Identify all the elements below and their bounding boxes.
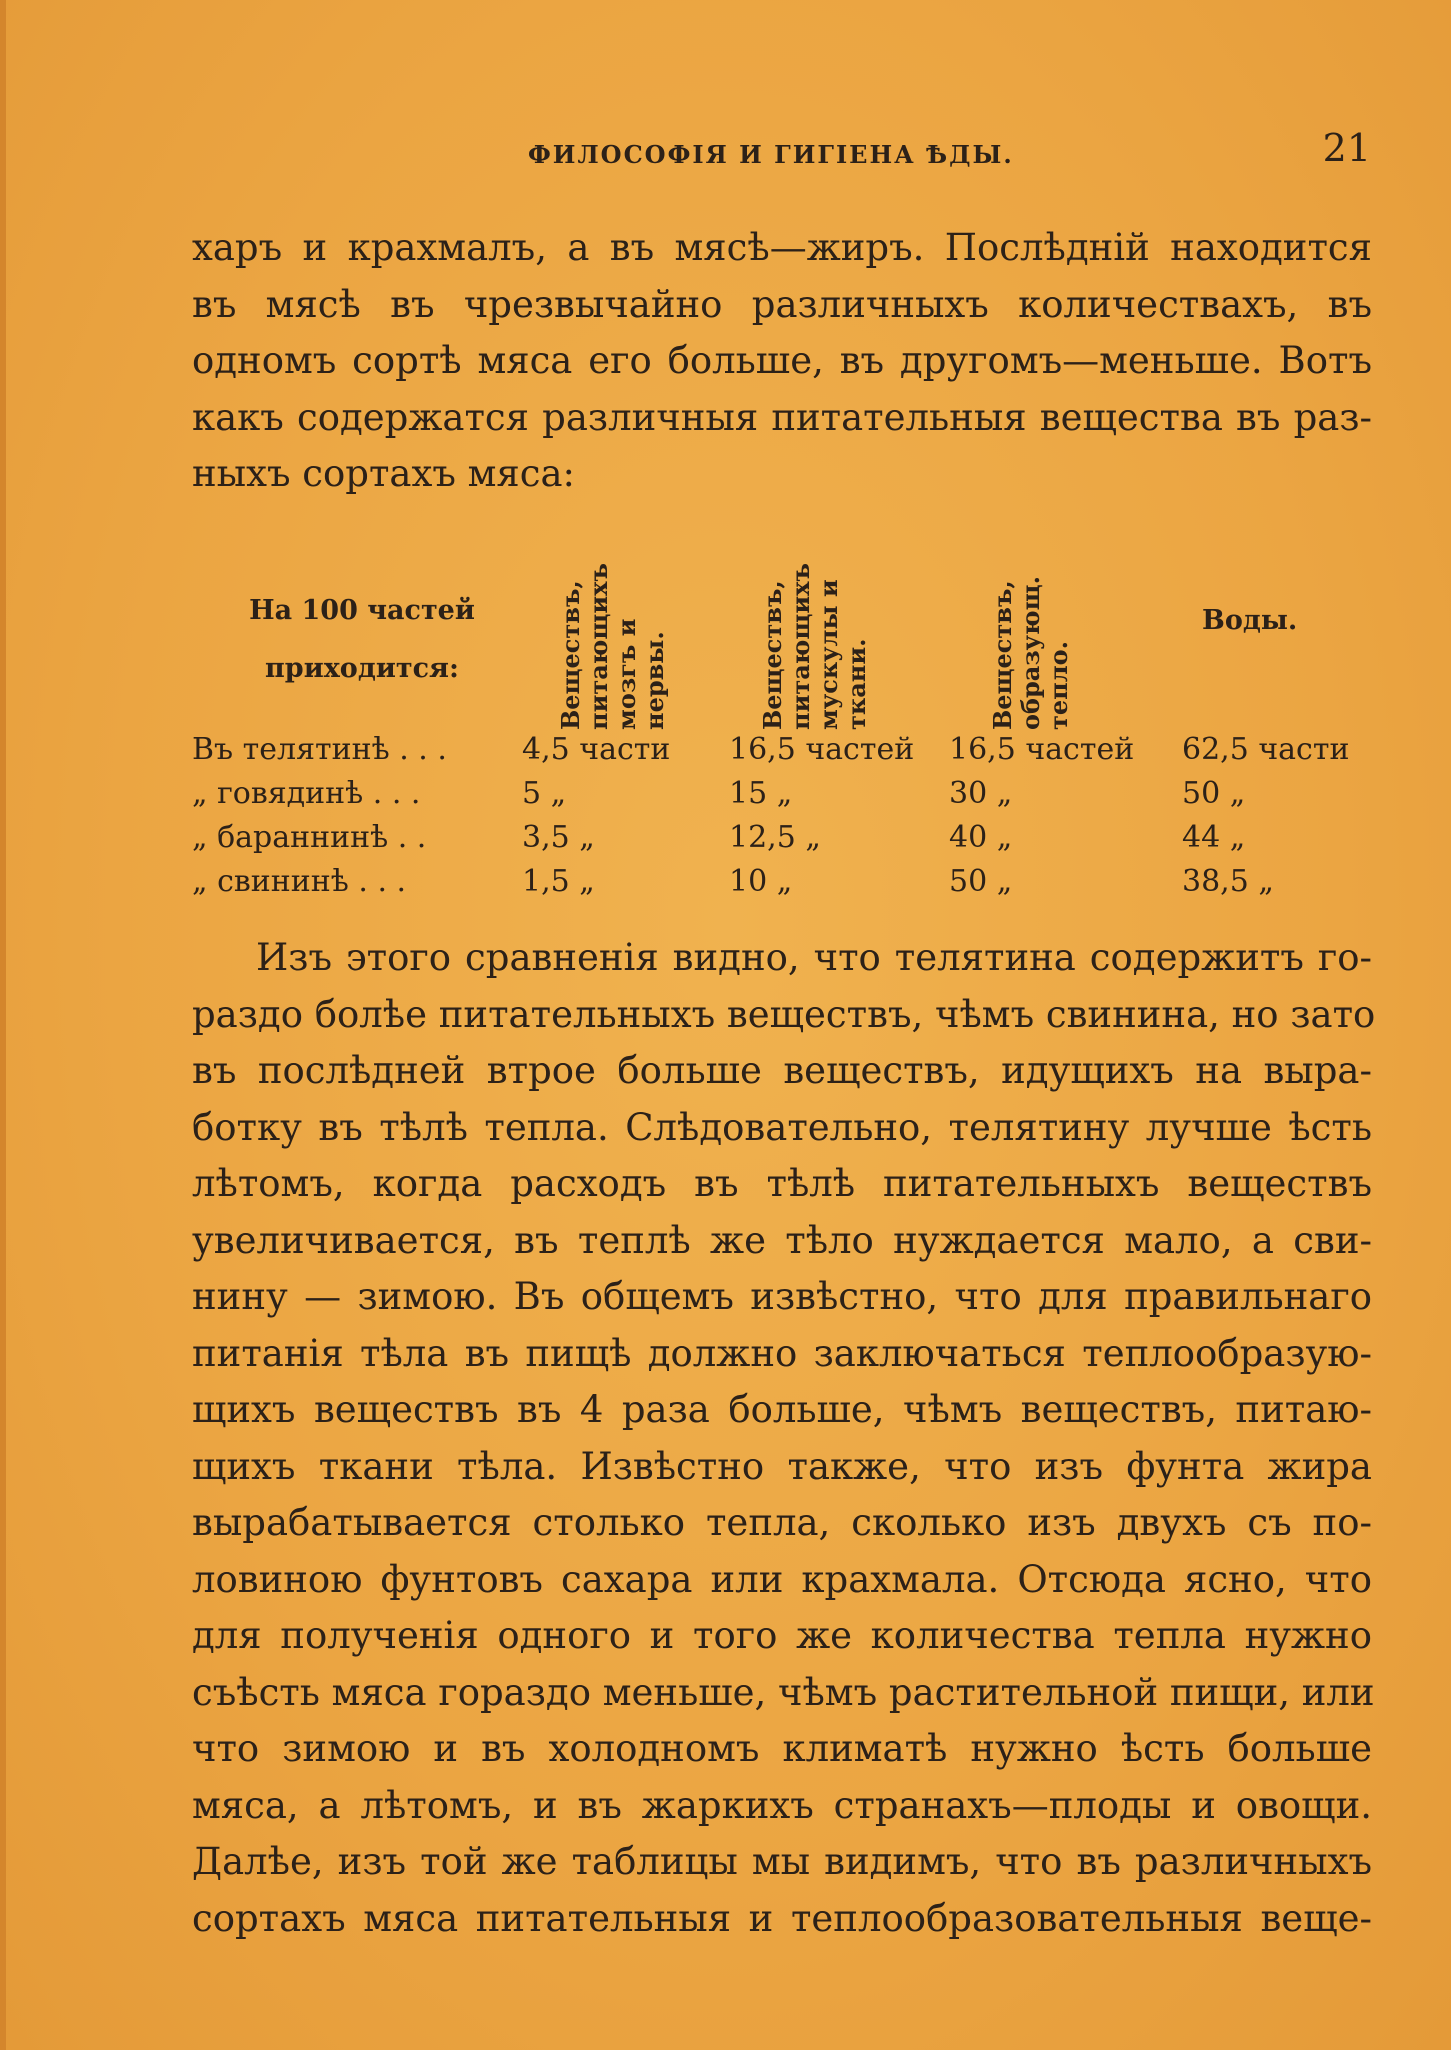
cell-water: 50 „: [1182, 776, 1246, 811]
table-stub-head: [232, 582, 492, 698]
column-head-muscles: Веществъ, питающихъ мускулы и ткани.: [758, 563, 871, 730]
cell-nerves: 3,5 „: [522, 820, 595, 855]
row-label: „ говядинѣ . . .: [192, 776, 421, 811]
cell-muscles: 12,5 „: [729, 820, 821, 855]
text-line: щихъ веществъ въ 4 раза больше, чѣмъ веществъ, питаю-: [192, 1388, 1372, 1431]
cell-heat: 16,5 частей: [949, 732, 1135, 767]
table-row: [192, 732, 1372, 776]
table-row: [192, 776, 1372, 820]
text-line: щихъ ткани тѣла. Извѣстно также, что изъ фунта жира: [192, 1444, 1372, 1488]
text-line: ботку въ тѣлѣ тепла. Слѣдовательно, телятину лучше ѣсть: [192, 1105, 1372, 1149]
text-line: мяса, а лѣтомъ, и въ жаркихъ странахъ—плоды и овощи.: [192, 1783, 1372, 1827]
cell-muscles: 10 „: [729, 864, 793, 899]
text-line: ловиною фунтовъ сахара или крахмала. Отсюда ясно, что: [192, 1557, 1372, 1601]
page-header: [196, 126, 1371, 176]
text-line: увеличивается, въ теплѣ же тѣло нуждается мало, а сви-: [192, 1218, 1372, 1262]
text-line: лѣтомъ, когда расходъ въ тѣлѣ питательныхъ веществъ: [192, 1162, 1372, 1205]
text-line: что зимою и въ холодномъ климатѣ нужно ѣсть больше: [192, 1727, 1372, 1770]
table-row: [192, 820, 1372, 864]
cell-heat: 40 „: [949, 820, 1013, 855]
row-label: Въ телятинѣ . . .: [192, 732, 447, 767]
cell-nerves: 4,5 части: [522, 732, 671, 767]
column-head-nerves: Веществъ, питающихъ мозгъ и нервы.: [556, 563, 669, 730]
text-line: ныхъ сортахъ мяса:: [192, 452, 576, 495]
paragraph-comparison: [192, 930, 1376, 1947]
text-line: какъ содержатся различныя питательныя вещества въ раз-: [192, 395, 1372, 439]
paragraph-intro: [192, 220, 1372, 503]
cell-muscles: 16,5 частей: [729, 732, 915, 767]
row-label: „ свининѣ . . .: [192, 864, 407, 899]
text-line: раздо болѣе питательныхъ веществъ, чѣмъ свинина, но зато: [192, 992, 1376, 1036]
stub-head-line: На 100 частей: [249, 595, 475, 626]
text-line: нину — зимою. Въ общемъ извѣстно, что для правильнаго: [192, 1275, 1372, 1318]
nutrient-table: [192, 520, 1372, 910]
text-line: вырабатывается столько тепла, сколько изъ двухъ съ по-: [192, 1501, 1372, 1544]
stub-head-line: приходится:: [265, 653, 459, 684]
cell-water: 44 „: [1182, 820, 1246, 855]
table-row: [192, 864, 1372, 908]
text-line: сортахъ мяса питательныя и теплообразовательныя веще-: [192, 1896, 1372, 1940]
text-line: въ мясѣ въ чрезвычайно различныхъ количествахъ, въ: [192, 282, 1372, 326]
text-line: для полученія одного и того же количества тепла нужно: [192, 1614, 1372, 1657]
text-line: одномъ сортѣ мяса его больше, въ другомъ—меньше. Вотъ: [192, 339, 1372, 382]
column-head-heat: Веществъ, образующ. тепло.: [988, 576, 1073, 730]
text-line: съѣсть мяса гораздо меньше, чѣмъ растительной пищи, или: [192, 1670, 1375, 1714]
text-line: Изъ этого сравненія видно, что телятина содержитъ го-: [256, 936, 1372, 979]
cell-heat: 50 „: [949, 864, 1013, 899]
text-line: Далѣе, изъ той же таблицы мы видимъ, что въ различныхъ: [192, 1840, 1372, 1883]
row-label: „ бараннинѣ . .: [192, 820, 427, 855]
text-line: въ послѣдней втрое больше веществъ, идущихъ на выра-: [192, 1049, 1372, 1092]
cell-muscles: 15 „: [729, 776, 793, 811]
cell-water: 62,5 части: [1182, 732, 1350, 767]
text-line: харъ и крахмалъ, а въ мясѣ—жиръ. Послѣдній находится: [192, 226, 1372, 269]
cell-heat: 30 „: [949, 776, 1013, 811]
page-number: 21: [1322, 126, 1371, 170]
text-line: питанія тѣла въ пищѣ должно заключаться теплообразую-: [192, 1331, 1372, 1375]
cell-water: 38,5 „: [1182, 864, 1274, 899]
running-title: ФИЛОСОФІЯ И ГИГІЕНА ѢДЫ.: [528, 140, 1014, 169]
cell-nerves: 5 „: [522, 776, 567, 811]
cell-nerves: 1,5 „: [522, 864, 595, 899]
column-head-water: Воды.: [1202, 605, 1298, 636]
